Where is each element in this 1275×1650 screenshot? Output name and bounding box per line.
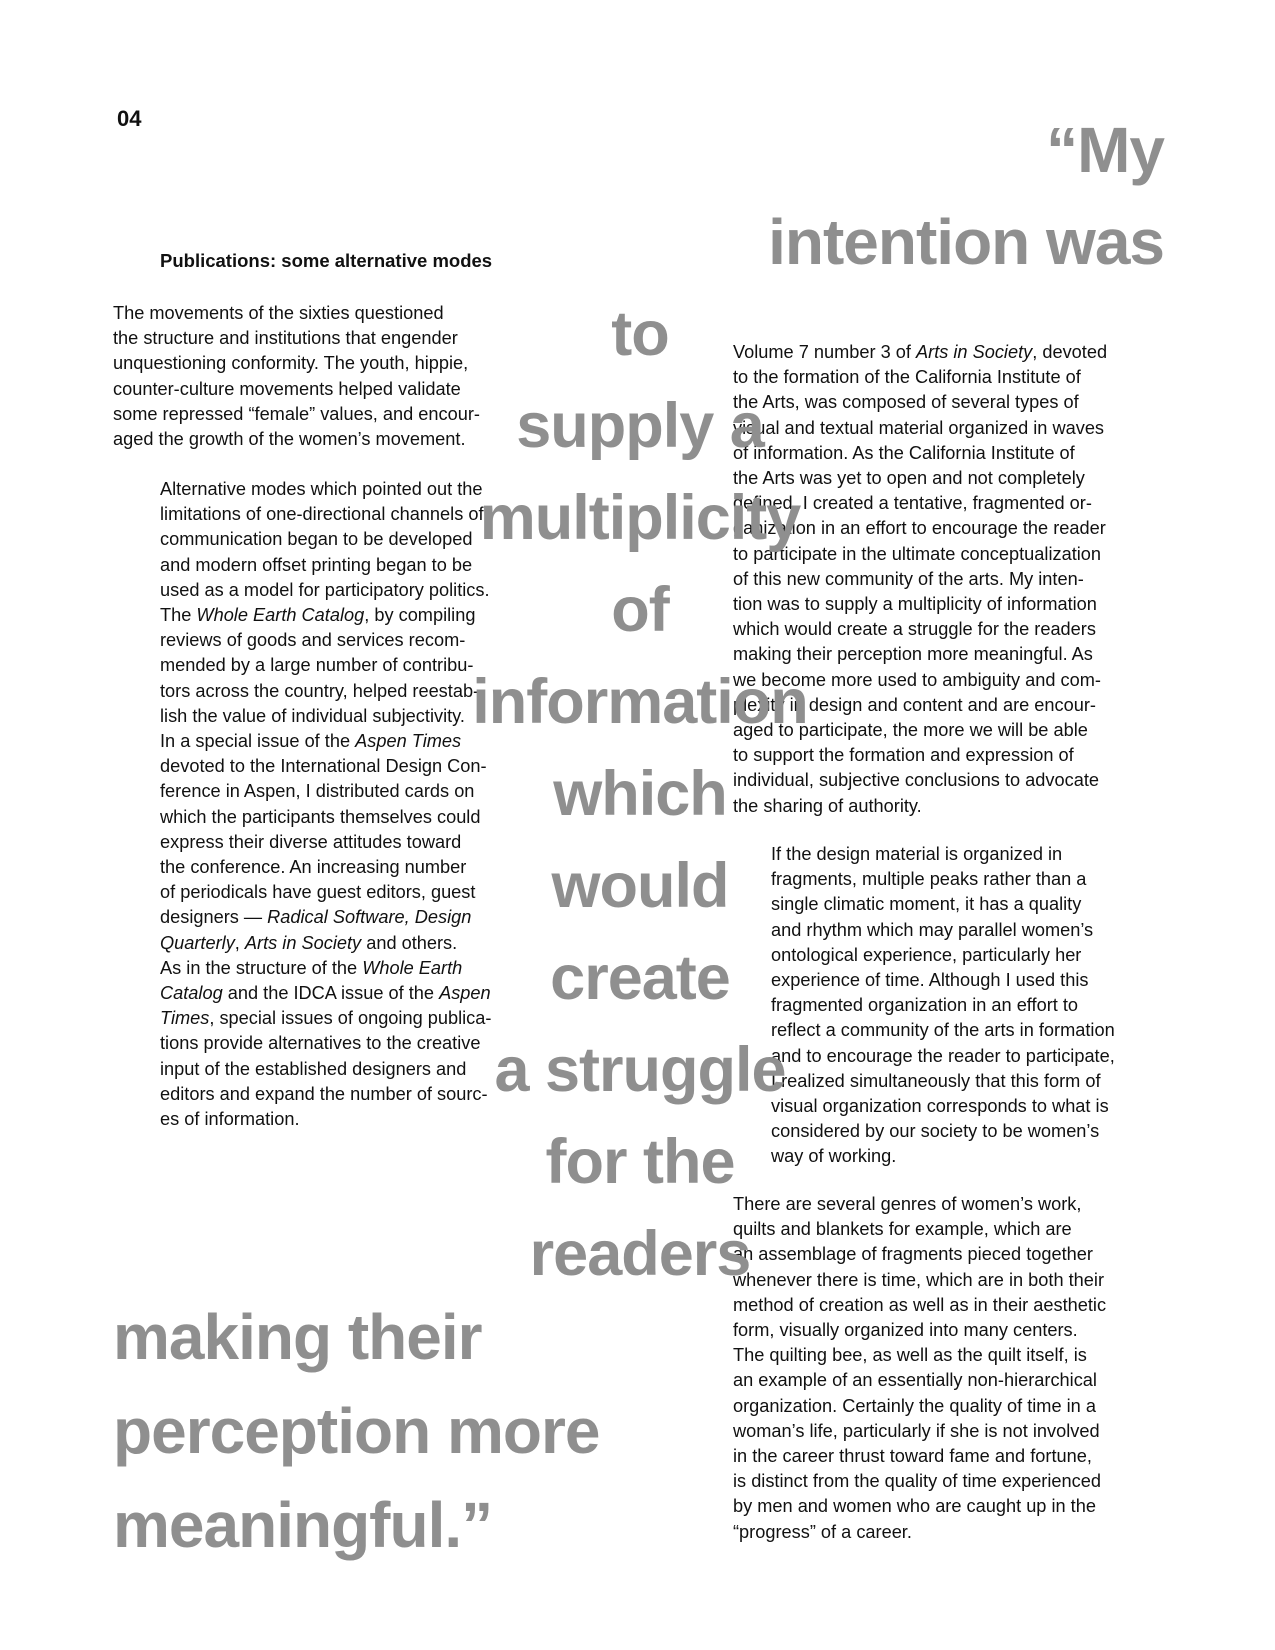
text-line: editors and expand the number of sourc- (160, 1083, 488, 1104)
text-line: ganization in an effort to encourage the reader (733, 518, 1106, 539)
page-number: 04 (117, 106, 142, 131)
pull-quote-line: create (550, 943, 730, 1013)
text-line: es of information. (160, 1109, 300, 1130)
text-line: whenever there is time, which are in both their (733, 1269, 1105, 1290)
text-line: fragmented organization in an effort to (771, 995, 1079, 1016)
text-line: used as a model for participatory politics. (160, 579, 490, 600)
text-line: to participate in the ultimate conceptualization (733, 543, 1102, 564)
text-line: of periodicals have guest editors, guest (160, 882, 476, 903)
text-line: reviews of goods and services recom- (160, 630, 466, 651)
text-line: to the formation of the California Institute of (733, 367, 1081, 388)
text-line: form, visually organized into many centers. (733, 1320, 1078, 1341)
pull-quote-line: supply a (516, 391, 764, 461)
text-line: the conference. An increasing number (160, 857, 467, 878)
text-line: ference in Aspen, I distributed cards on (160, 781, 475, 802)
text-line: of this new community of the arts. My inten- (733, 568, 1084, 589)
text-line: experience of time. Although I used this (771, 970, 1089, 991)
pull-quote-line: readers (529, 1219, 751, 1289)
italic-title: Aspen Times (355, 731, 462, 752)
text-line: tors across the country, helped reestab- (160, 680, 480, 701)
text-run: and the IDCA issue of the (222, 983, 440, 1004)
text-line: by men and women who are caught up in the (733, 1496, 1096, 1517)
text-line: which the participants themselves could (160, 806, 481, 827)
text-line: fragments, multiple peaks rather than a (771, 869, 1087, 890)
text-line: single climatic moment, it has a quality (771, 894, 1082, 915)
pull-quote-line: of (611, 575, 669, 645)
text-line: making their perception more meaningful. As (733, 644, 1093, 665)
text-line: the sharing of authority. (733, 795, 922, 816)
text-line: lish the value of individual subjectivity. (160, 705, 465, 726)
text-run: , devoted (1032, 342, 1108, 362)
text-line: an assemblage of fragments pieced together (733, 1244, 1093, 1265)
text-line: The quilting bee, as well as the quilt itself, is (733, 1345, 1087, 1366)
pull-quote-line: which (553, 759, 727, 829)
pull-quote-line: information (472, 667, 808, 737)
pull-quote-line: meaningful.” (113, 1489, 493, 1561)
intro-paragraph (113, 301, 480, 452)
text-line: tions provide alternatives to the creative (160, 1033, 481, 1054)
text-line: visual organization corresponds to what is (771, 1096, 1109, 1117)
italic-title: Times (160, 1008, 210, 1029)
text-line: in the career thrust toward fame and fortune, (733, 1446, 1092, 1467)
pull-quote-top (564, 104, 1164, 288)
pull-quote-bottom (113, 1290, 599, 1572)
text-line: is distinct from the quality of time experienced (733, 1471, 1101, 1492)
italic-title: Arts in Society (916, 342, 1033, 362)
text-line: way of working. (771, 1146, 897, 1167)
text-line: woman’s life, particularly if she is not involved (733, 1420, 1100, 1441)
pull-quote-line: would (551, 851, 729, 921)
text-line: devoted to the International Design Con- (160, 756, 487, 777)
text-line: Alternative modes which pointed out the (160, 479, 483, 499)
text-line: The movements of the sixties questioned (113, 303, 444, 323)
text-line: quilts and blankets for example, which are (733, 1219, 1072, 1240)
text-line: and modern offset printing began to be (160, 554, 473, 575)
pull-quote-line: a struggle (494, 1035, 786, 1105)
text-line: aged to participate, the more we will be able (733, 720, 1088, 741)
text-run: As in the structure of the (160, 957, 363, 978)
text-line: aged the growth of the women’s movement. (113, 429, 466, 450)
text-line: an example of an essentially non-hierarchical (733, 1370, 1097, 1391)
text-line: There are several genres of women’s work, (733, 1194, 1082, 1214)
text-line: and to encourage the reader to participate, (771, 1045, 1115, 1066)
text-line: unquestioning conformity. The youth, hippie, (113, 353, 469, 374)
text-line: I realized simultaneously that this form of (771, 1070, 1101, 1091)
pull-quote-line: to (611, 299, 669, 369)
text-line: communication began to be developed (160, 529, 473, 550)
text-line: limitations of one-directional channels of (160, 504, 484, 525)
text-run: , by compiling (364, 605, 476, 626)
text-line: organization. Certainly the quality of time in a (733, 1395, 1096, 1416)
text-line: reflect a community of the arts in formation (771, 1020, 1115, 1041)
text-run: and others. (361, 932, 458, 953)
text-line: “progress” of a career. (733, 1521, 912, 1542)
text-line: and rhythm which may parallel women’s (771, 919, 1094, 940)
text-line: input of the established designers and (160, 1058, 467, 1079)
italic-title: Aspen (439, 983, 491, 1004)
text-line: to support the formation and expression of (733, 745, 1074, 766)
pull-quote-line: multiplicity (479, 483, 801, 553)
pull-quote-line: for the (545, 1127, 735, 1197)
text-line: express their diverse attitudes toward (160, 831, 462, 852)
text-run: , (234, 932, 245, 953)
italic-title: Arts in Society (244, 932, 362, 953)
pull-quote-middle (440, 288, 840, 1300)
text-line: we become more used to ambiguity and com- (733, 669, 1101, 690)
italic-title: Whole Earth Catalog (196, 605, 365, 626)
text-run: The (160, 605, 197, 626)
text-line: the Arts was yet to open and not completely (733, 468, 1085, 489)
text-line: If the design material is organized in (771, 844, 1063, 864)
text-line: the Arts, was composed of several types of (733, 392, 1079, 413)
text-run: Volume 7 number 3 of (733, 342, 916, 362)
text-line: of information. As the California Institute of (733, 442, 1075, 463)
text-line: tion was to supply a multiplicity of information (733, 594, 1097, 615)
pull-quote-line: perception more (113, 1395, 600, 1467)
text-line: ontological experience, particularly her (771, 944, 1082, 965)
text-run: designers — (160, 907, 268, 928)
italic-title: Radical Software, Design (267, 907, 472, 928)
italic-title: Quarterly (160, 932, 235, 953)
text-line: some repressed “female” values, and encour- (113, 403, 480, 424)
pull-quote-line: intention was (768, 206, 1164, 278)
pull-quote-line: “My (1046, 114, 1164, 186)
section-heading: Publications: some alternative modes (160, 250, 493, 271)
text-line: mended by a large number of contribu- (160, 655, 474, 676)
text-line: plexity in design and content and are encour- (733, 694, 1096, 715)
text-run: In a special issue of the (160, 731, 356, 752)
text-line: considered by our society to be women’s (771, 1121, 1100, 1142)
text-line: method of creation as well as in their aesthetic (733, 1294, 1107, 1315)
text-line: individual, subjective conclusions to advocate (733, 770, 1099, 791)
text-run: , special issues of ongoing publica- (209, 1008, 492, 1029)
pull-quote-line: making their (113, 1301, 482, 1373)
text-line: which would create a struggle for the readers (733, 619, 1096, 640)
text-line: the structure and institutions that engender (113, 328, 458, 349)
text-line: defined, I created a tentative, fragmented or- (733, 493, 1092, 514)
text-line: counter-culture movements helped validate (113, 378, 461, 399)
text-line: visual and textual material organized in waves (733, 417, 1105, 438)
italic-title: Catalog (160, 983, 223, 1004)
italic-title: Whole Earth (362, 957, 463, 978)
